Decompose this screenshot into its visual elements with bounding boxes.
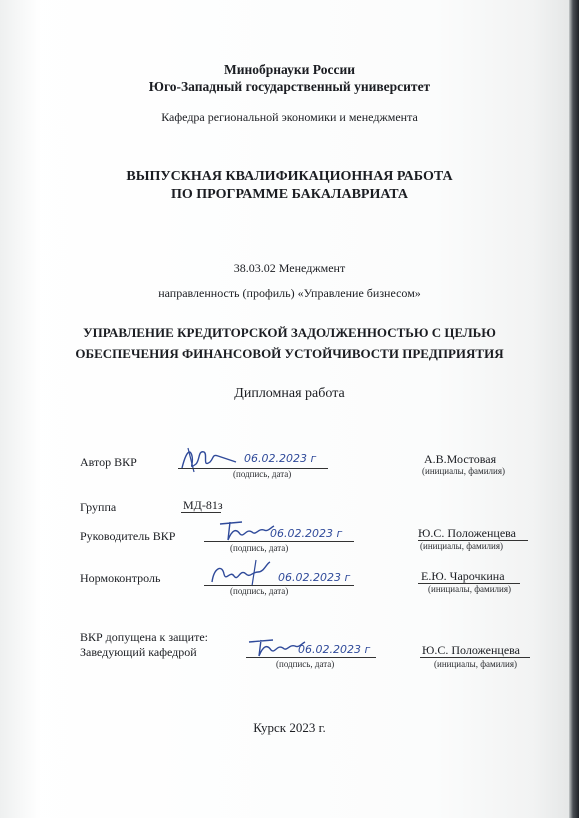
- topic-line1: УПРАВЛЕНИЕ КРЕДИТОРСКОЙ ЗАДОЛЖЕННОСТЬЮ С ЦЕЛЬЮ: [83, 325, 496, 340]
- supervisor-name-caption: (инициалы, фамилия): [420, 541, 503, 551]
- supervisor-label: Руководитель ВКР: [80, 529, 176, 543]
- admission-signature-caption: (подпись, дата): [276, 659, 335, 669]
- normcontrol-label: Нормоконтроль: [80, 571, 161, 585]
- supervisor-signature: [216, 516, 278, 544]
- author-signature-caption: (подпись, дата): [233, 469, 292, 479]
- supervisor-signature-line: [204, 541, 354, 542]
- work-type-line2: ПО ПРОГРАММЕ БАКАЛАВРИАТА: [171, 187, 408, 202]
- university-name: Юго-Западный государственный университет: [148, 79, 431, 94]
- specialty-profile: направленность (профиль) «Управление бизнесом»: [158, 286, 421, 300]
- supervisor-name: Ю.С. Положенцева: [418, 526, 516, 540]
- ministry-name: Минобрнауки России: [223, 62, 356, 77]
- work-type-line1: ВЫПУСКНАЯ КВАЛИФИКАЦИОННАЯ РАБОТА: [126, 169, 453, 184]
- admission-label-line1: ВКР допущена к защите:: [80, 630, 208, 644]
- author-name-caption: (инициалы, фамилия): [422, 466, 505, 476]
- topic-line2: ОБЕСПЕЧЕНИЯ ФИНАНСОВОЙ УСТОЙЧИВОСТИ ПРЕДПРИЯТИЯ: [75, 346, 504, 361]
- city-year: Курск 2023 г.: [253, 720, 326, 735]
- supervisor-date: 06.02.2023 г: [270, 527, 343, 540]
- admission-label-line2: Заведующий кафедрой: [80, 645, 197, 659]
- author-date: 06.02.2023 г: [244, 452, 317, 465]
- normcontrol-signature-caption: (подпись, дата): [230, 586, 289, 596]
- admission-name: Ю.С. Положенцева: [422, 643, 520, 657]
- normcontrol-name-caption: (инициалы, фамилия): [428, 584, 511, 594]
- normcontrol-name: Е.Ю. Чарочкина: [421, 569, 505, 583]
- normcontrol-date: 06.02.2023 г: [278, 571, 351, 584]
- admission-name-caption: (инициалы, фамилия): [434, 659, 517, 669]
- specialty-code: 38.03.02 Менеджмент: [233, 261, 346, 275]
- group-underline: [181, 512, 221, 513]
- normcontrol-signature: [206, 558, 276, 588]
- group-label: Группа: [80, 500, 117, 514]
- author-label: Автор ВКР: [80, 455, 137, 469]
- supervisor-signature-caption: (подпись, дата): [230, 543, 289, 553]
- group-value: МД-81з: [183, 498, 223, 512]
- admission-signature-line: [246, 657, 376, 658]
- admission-name-line: [420, 657, 530, 658]
- author-name: А.В.Мостовая: [424, 452, 497, 466]
- department-name: Кафедра региональной экономики и менеджмента: [161, 110, 418, 124]
- document-kind: Дипломная работа: [234, 386, 345, 401]
- admission-date: 06.02.2023 г: [298, 643, 371, 656]
